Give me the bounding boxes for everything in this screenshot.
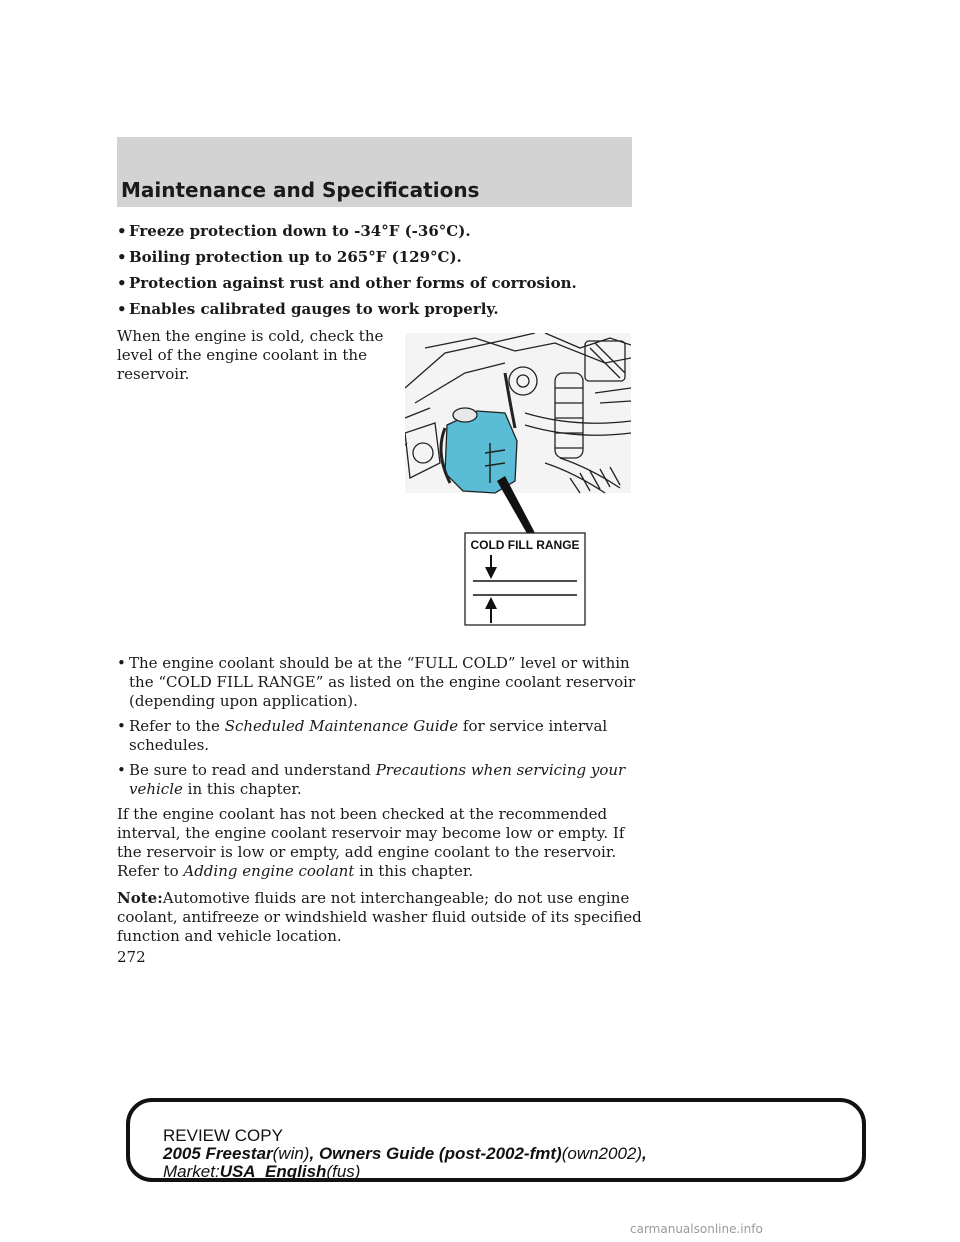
cold-fill-range-label: COLD FILL RANGE — [470, 538, 580, 552]
watermark: carmanualsonline.info — [630, 1222, 763, 1236]
protection-list — [117, 222, 647, 319]
note-label: Note: — [117, 889, 163, 907]
main-content — [117, 654, 647, 954]
coolant-reservoir-illustration — [405, 333, 631, 628]
engine-bay-drawing — [405, 333, 631, 493]
list-item: • Refer to the Scheduled Maintenance Guide for service interval schedules. — [117, 717, 608, 754]
section-title: Maintenance and Specifications — [121, 178, 480, 202]
list-item: • Enables calibrated gauges to work properly. — [117, 300, 499, 318]
precautions-ref: Precautions when servicing your vehicle — [129, 761, 626, 798]
list-item: • The engine coolant should be at the “FULL COLD” level or within the “COLD FILL RANGE” as listed on the engine coolant reservoir (depending upon application). — [117, 654, 636, 710]
note-paragraph: Note:Automotive fluids are not interchangeable; do not use engine coolant, antifreeze or windshield washer fluid outside of its specified function and vehicle location. — [117, 889, 642, 945]
intro-paragraph: When the engine is cold, check the level of the engine coolant in the reservoir. — [117, 327, 384, 383]
list-item: • Be sure to read and understand Precautions when servicing your vehicle in this chapter. — [117, 761, 626, 798]
list-item: • Freeze protection down to -34°F (-36°C). — [117, 222, 471, 240]
footer-text: REVIEW COPY 2005 Freestar(win), Owners Guide (post-2002-fmt)(own2002), Market:USA_English(fus) — [163, 1126, 647, 1181]
low-coolant-paragraph: If the engine coolant has not been checked at the recommended interval, the engine coolant reservoir may become low or empty. If the reservoir is low or empty, add engine coolant to the reservoir. Refer to Adding engine coolant in this chapter. — [117, 805, 625, 880]
list-item: • Boiling protection up to 265°F (129°C). — [117, 248, 462, 266]
scheduled-maintenance-guide-ref: Scheduled Maintenance Guide — [224, 717, 459, 735]
cold-fill-range-label-box — [465, 533, 585, 625]
list-item: • Protection against rust and other forms of corrosion. — [117, 274, 577, 292]
page-number: 272 — [117, 948, 146, 966]
adding-coolant-ref: Adding engine coolant — [183, 862, 355, 880]
